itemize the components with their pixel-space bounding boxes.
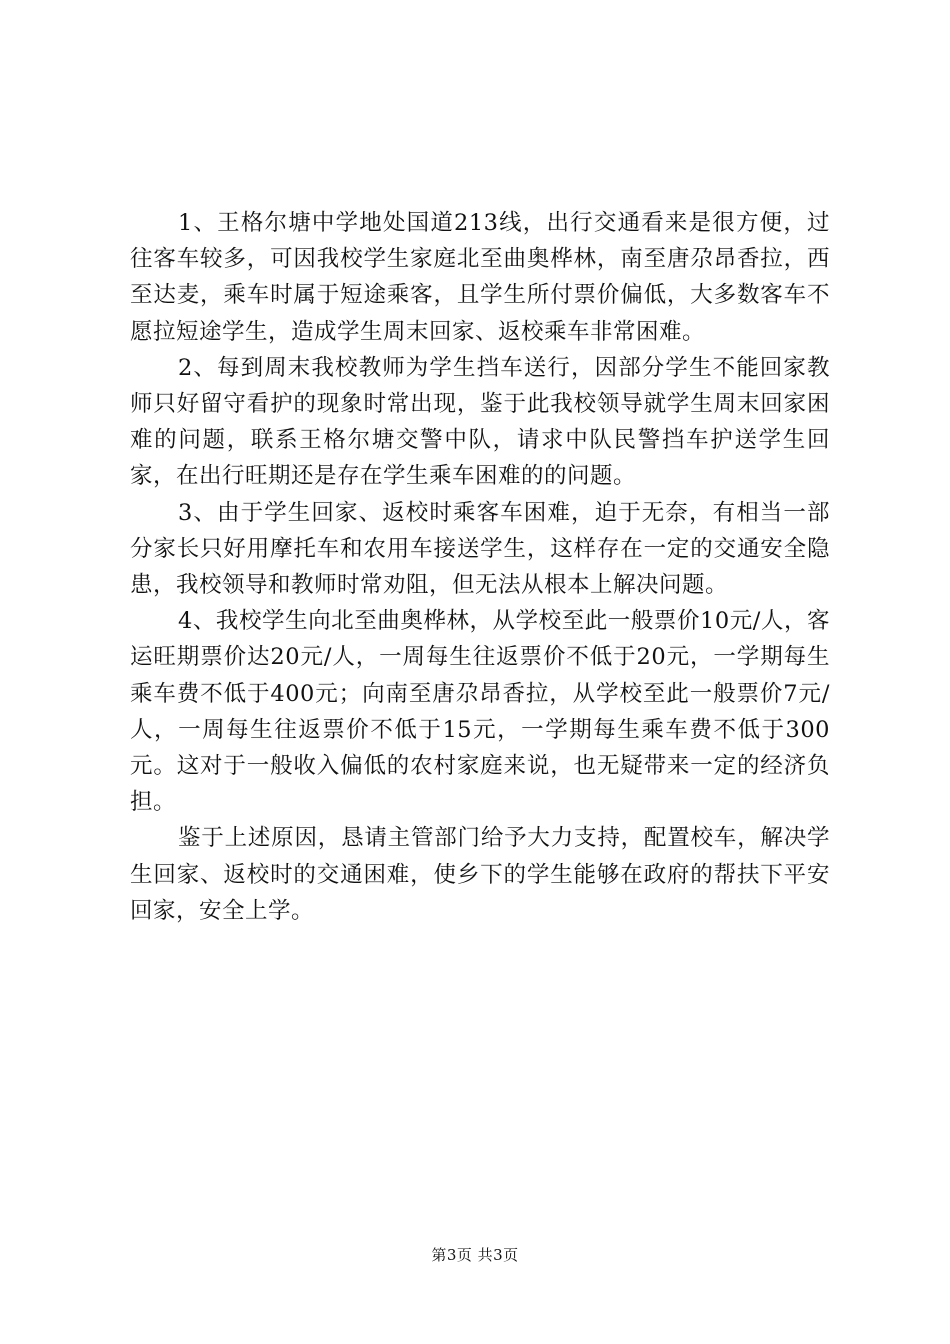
paragraph-3: 3、由于学生回家、返校时乘客车困难，迫于无奈，有相当一部分家长只好用摩托车和农用车接送学生，这样存在一定的交通安全隐患，我校领导和教师时常劝阻，但无法从根本上解决问题。	[130, 499, 830, 599]
paragraph-5: 鉴于上述原因，恳请主管部门给予大力支持，配置校车，解决学生回家、返校时的交通困难，使乡下的学生能够在政府的帮扶下平安回家，安全上学。	[130, 825, 830, 924]
paragraph-2: 2、每到周末我校教师为学生挡车送行，因部分学生不能回家教师只好留守看护的现象时常出现，鉴于此我校领导就学生周末回家困难的问题，联系王格尔塘交警中队，请求中队民警挡车护送学生回家，在出行旺期还是存在学生乘车困难的的问题。	[130, 354, 830, 490]
paragraph-4: 4、我校学生向北至曲奥桦林，从学校至此一般票价10元/人，客运旺期票价达20元/人，一周每生往返票价不低于20元，一学期每生乘车费不低于400元；向南至唐尕昂香拉，从学校至此一般票价7元/人，一周每生往返票价不低于15元，一学期每生乘车费不低于300元。这对于一般收入偏低的农村家庭来说，也无疑带来一定的经济负担。	[130, 608, 830, 816]
page-footer: 第3页 共3页	[431, 1246, 519, 1264]
paragraph-1: 1、王格尔塘中学地处国道213线，出行交通看来是很方便，过往客车较多，可因我校学生家庭北至曲奥桦林，南至唐尕昂香拉，西至达麦，乘车时属于短途乘客，且学生所付票价偏低，大多数客车不愿拉短途学生，造成学生周末回家、返校乘车非常困难。	[130, 210, 830, 345]
document-body	[130, 205, 830, 929]
